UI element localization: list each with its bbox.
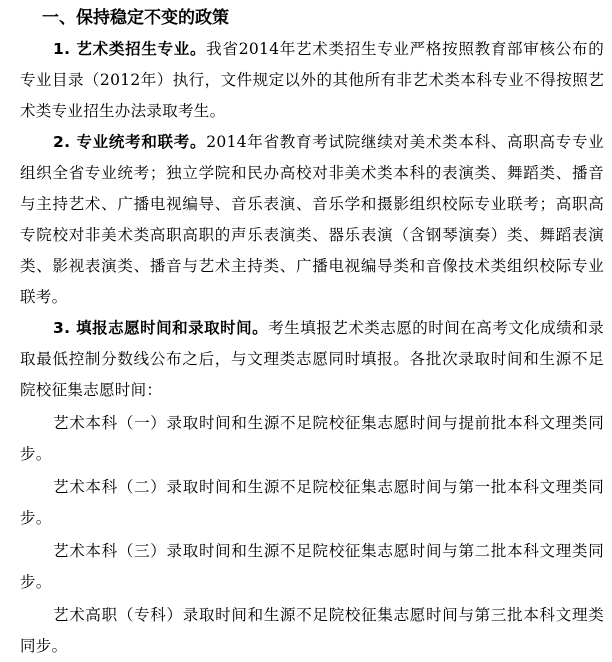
paragraph-lead: 2. 专业统考和联考。 [53, 133, 207, 151]
list-item: 艺术本科（二）录取时间和生源不足院校征集志愿时间与第一批本科文理类同步。 [20, 478, 604, 527]
paragraph-body: 我省2014年艺术类招生专业严格按照教育部审核公布的专业目录（2012年）执行，文件规定以外的其他所有非艺术类本科专业不得按照艺术类专业招生办法录取考生。 [20, 40, 605, 120]
paragraph-unified-exam [20, 127, 604, 313]
paragraph-lead: 1. 艺术类招生专业。 [53, 40, 207, 58]
paragraph-application-time [20, 313, 604, 406]
paragraph-art-majors [20, 34, 604, 127]
paragraph-body: 考生填报艺术类志愿的时间在高考文化成绩和录取最低控制分数线公布之后，与文理类志愿同时填报。各批次录取时间和生源不足院校征集志愿时间： [20, 319, 604, 399]
list-item: 艺术高职（专科）录取时间和生源不足院校征集志愿时间与第三批本科文理类同步。 [20, 606, 604, 655]
list-item: 艺术本科（一）录取时间和生源不足院校征集志愿时间与提前批本科文理类同步。 [20, 414, 604, 463]
paragraph-body: 2014年省教育考试院继续对美术类本科、高职高专专业组织全省专业统考；独立学院和民办高校对非美术类本科的表演类、舞蹈类、播音与主持艺术、广播电视编导、音乐表演、音乐学和摄影组织校际专业联考；高职高专院校对非美术类高职高职的声乐表演类、器乐表演（含钢琴演奏）类、舞蹈表演类、影视表演类、播音与艺术主持类、广播电视编导类和音像技术类组织校际专业联考。 [20, 133, 605, 306]
list-item: 艺术本科（三）录取时间和生源不足院校征集志愿时间与第二批本科文理类同步。 [20, 542, 604, 591]
paragraph-lead: 3. 填报志愿时间和录取时间。 [53, 319, 269, 337]
section-heading: 一、保持稳定不变的政策 [42, 8, 229, 28]
